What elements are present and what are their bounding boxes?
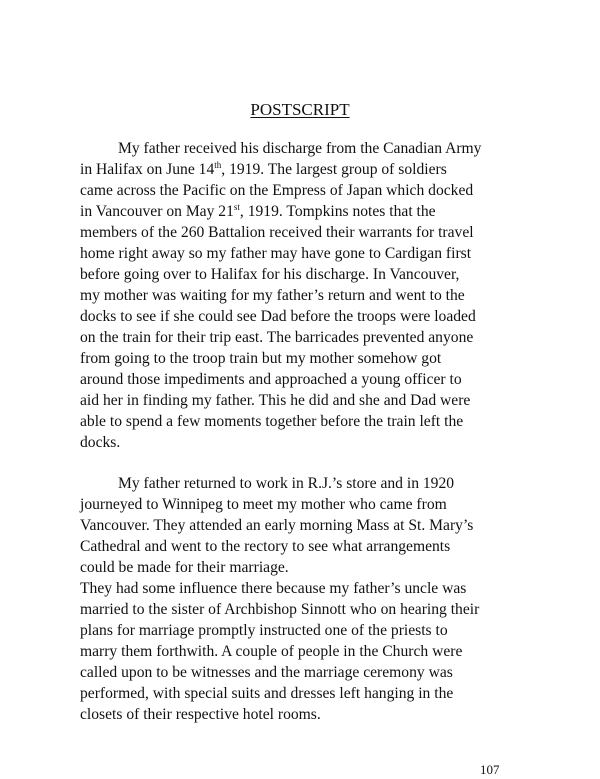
p2-line-1: My father returned to work in R.J.’s store and in 1920 [118, 475, 455, 492]
p3-line-2: married to the sister of Archbishop Sinnott who on hearing their [80, 601, 480, 618]
p1-line-4 [80, 203, 436, 221]
p1-line-13: aid her in finding my father. This he did and she and Dad were [80, 392, 471, 409]
p1-line-15: docks. [80, 434, 121, 451]
p1-line-14: able to spend a few moments together before the train left the [80, 413, 464, 430]
p3-line-5: called upon to be witnesses and the marriage ceremony was [80, 664, 453, 681]
p1-line-2-text-b: , 1919. The largest group of soldiers [221, 161, 447, 178]
ordinal-suffix: st [233, 202, 240, 212]
p1-line-11: from going to the troop train but my mother somehow got [80, 350, 442, 367]
p1-line-4-text-b: , 1919. Tompkins notes that the [239, 203, 436, 220]
p2-line-3: Vancouver. They attended an early morning Mass at St. Mary’s [80, 517, 474, 534]
p3-line-6: performed, with special suits and dresses left hanging in the [80, 685, 454, 702]
p1-line-3: came across the Pacific on the Empress of Japan which docked [80, 182, 474, 199]
p1-line-6: home right away so my father may have gone to Cardigan first [80, 245, 472, 262]
p3-line-1: They had some influence there because my father’s uncle was [80, 580, 467, 597]
p2-line-5: could be made for their marriage. [80, 559, 289, 576]
ordinal-suffix: th [214, 160, 222, 170]
p3-line-4: marry them forthwith. A couple of people in the Church were [80, 643, 463, 660]
p1-line-5: members of the 260 Battalion received their warrants for travel [80, 224, 474, 241]
p1-line-1: My father received his discharge from the Canadian Army [118, 140, 482, 157]
p1-line-12: around those impediments and approached a young officer to [80, 371, 462, 388]
p1-line-7: before going over to Halifax for his discharge. In Vancouver, [80, 266, 460, 283]
p1-line-10: on the train for their trip east. The barricades prevented anyone [80, 329, 474, 346]
p2-line-4: Cathedral and went to the rectory to see what arrangements [80, 538, 451, 555]
p1-line-8: my mother was waiting for my father’s return and went to the [80, 287, 465, 304]
p3-line-7: closets of their respective hotel rooms. [80, 706, 321, 723]
title-text: POSTSCRIPT [250, 100, 350, 119]
p1-line-9: docks to see if she could see Dad before the troops were loaded [80, 308, 476, 325]
page-number: 107 [480, 762, 500, 777]
p3-line-3: plans for marriage promptly instructed one of the priests to [80, 622, 448, 639]
p2-line-2: journeyed to Winnipeg to meet my mother who came from [80, 496, 447, 513]
page-title [0, 100, 600, 120]
p1-line-2 [80, 161, 447, 179]
p1-line-2-text-a: in Halifax on June 14 [80, 161, 215, 178]
p1-line-4-text-a: in Vancouver on May 21 [80, 203, 234, 220]
